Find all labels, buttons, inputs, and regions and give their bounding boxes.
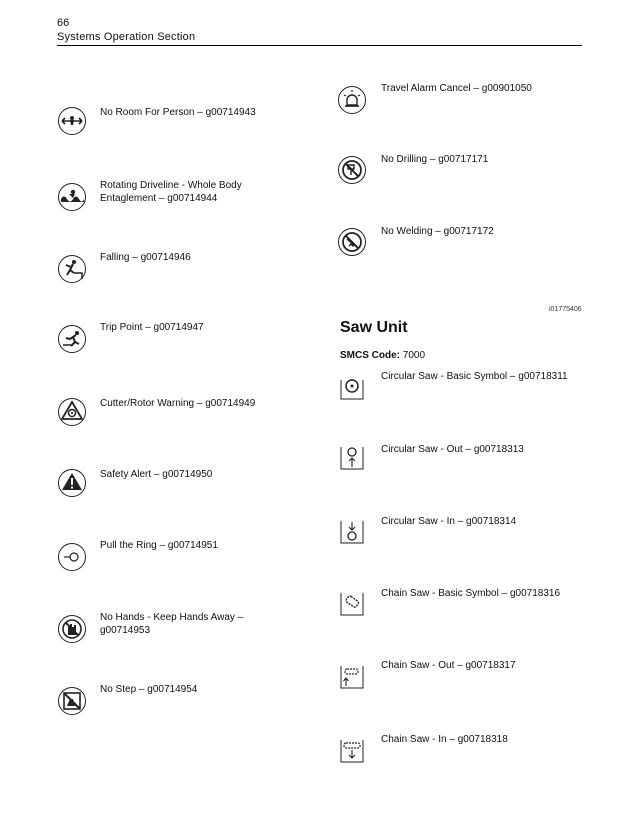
item-label: Circular Saw - In – g00718314 — [381, 516, 517, 527]
smcs-code: SMCS Code: 7000 — [340, 350, 426, 361]
chain-saw-in-icon — [337, 736, 367, 766]
item-label: Chain Saw - Basic Symbol – g00718316 — [381, 588, 561, 599]
item-label: No Welding – g00717172 — [381, 226, 494, 237]
saw-unit-heading: Saw Unit — [340, 319, 408, 336]
travel-alarm-cancel-icon — [337, 85, 367, 115]
cutter-rotor-warning-icon — [57, 397, 87, 427]
illustration-id: i01775406 — [549, 306, 582, 313]
page-number: 66 — [57, 17, 70, 29]
no-step-icon — [57, 686, 87, 716]
chain-saw-basic-icon — [337, 589, 367, 619]
item-label: No Room For Person – g00714943 — [100, 107, 256, 118]
item-label: Circular Saw - Basic Symbol – g00718311 — [381, 371, 568, 382]
item-label: Travel Alarm Cancel – g00901050 — [381, 83, 532, 94]
item-label: Falling – g00714946 — [100, 252, 191, 263]
no-room-for-person-icon — [57, 106, 87, 136]
circular-saw-out-icon — [337, 443, 367, 473]
rotating-driveline-icon — [57, 182, 87, 212]
item-label: Trip Point – g00714947 — [100, 322, 204, 333]
item-label: No Hands - Keep Hands Away – g00714953 — [100, 612, 244, 636]
item-label: No Drilling – g00717171 — [381, 154, 489, 165]
falling-icon — [57, 254, 87, 284]
trip-point-icon — [57, 324, 87, 354]
header-rule — [57, 45, 582, 46]
circular-saw-basic-icon — [337, 373, 367, 403]
pull-ring-icon — [57, 542, 87, 572]
item-label: Chain Saw - In – g00718318 — [381, 734, 508, 745]
section-title: Systems Operation Section — [57, 31, 196, 43]
item-label: Rotating Driveline - Whole Body Entaglement – g00714944 — [100, 180, 242, 204]
item-label: Cutter/Rotor Warning – g00714949 — [100, 398, 256, 409]
item-label: Pull the Ring – g00714951 — [100, 540, 218, 551]
no-hands-icon — [57, 614, 87, 644]
chain-saw-out-icon — [337, 662, 367, 692]
circular-saw-in-icon — [337, 517, 367, 547]
item-label: No Step – g00714954 — [100, 684, 198, 695]
item-label: Chain Saw - Out – g00718317 — [381, 660, 516, 671]
no-drilling-icon — [337, 155, 367, 185]
no-welding-icon — [337, 227, 367, 257]
item-label: Circular Saw - Out – g00718313 — [381, 444, 524, 455]
safety-alert-icon — [57, 468, 87, 498]
item-label: Safety Alert – g00714950 — [100, 469, 213, 480]
